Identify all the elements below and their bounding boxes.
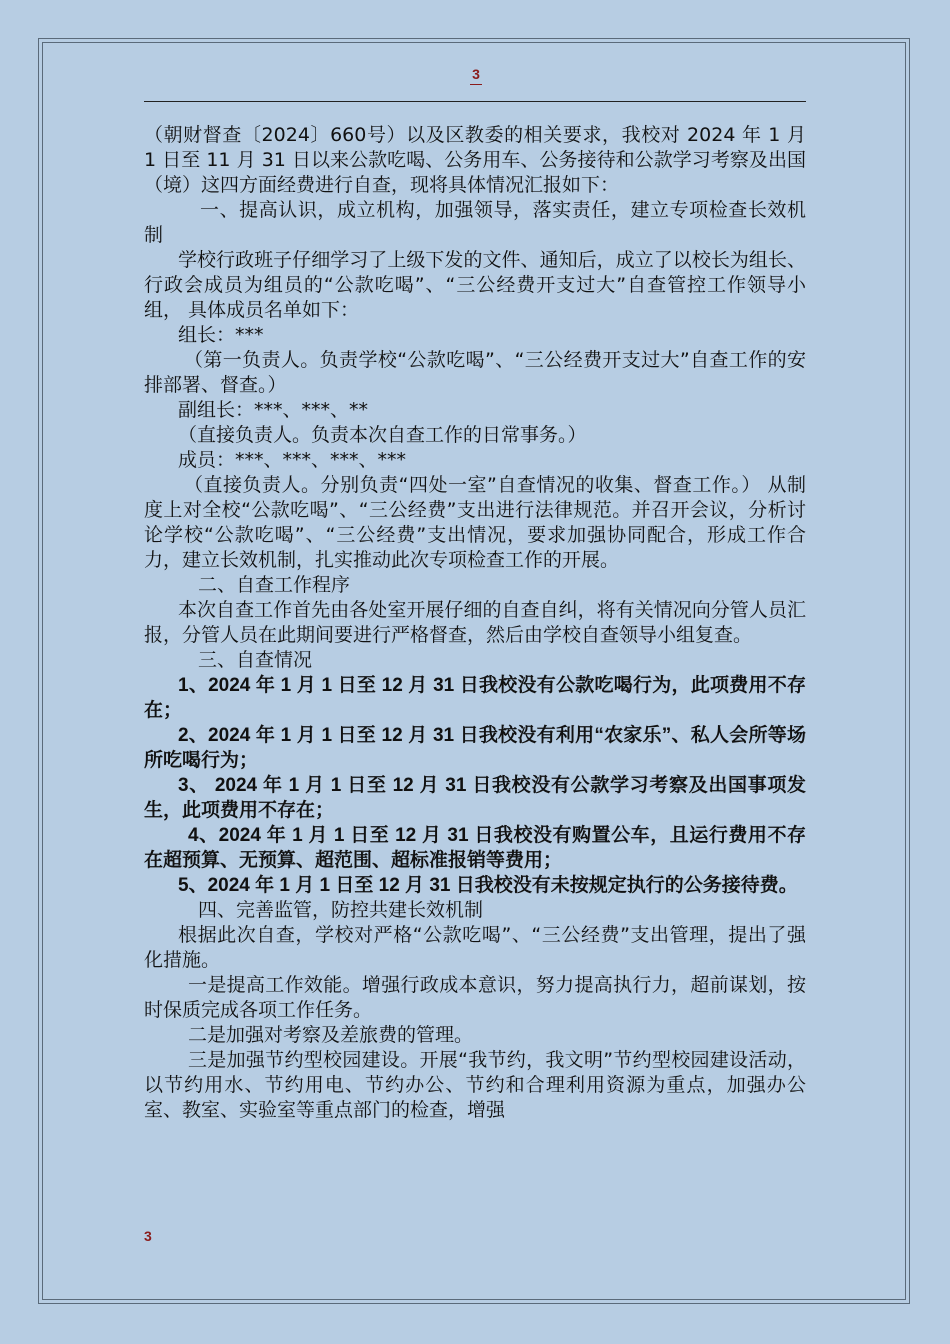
section-heading-3: 三、自查情况 — [198, 649, 313, 671]
measure-item: 二是加强对考察及差旅费的管理。 — [188, 1024, 474, 1046]
header-divider — [144, 101, 806, 102]
footer-page-number: 3 — [144, 1228, 152, 1244]
leader-duty: （第一负责人。负责学校“公款吃喝”、“三公经费开支过大”自查工作的安排部署、督查。） — [144, 349, 806, 396]
section-heading-4: 四、完善监管，防控共建长效机制 — [198, 899, 484, 921]
paragraph: 本次自查工作首先由各处室开展仔细的自查自纠，将有关情况向分管人员汇报，分管人员在此期间要进行严格督查，然后由学校自查领导小组复查。 — [144, 599, 806, 646]
header-page-number: 3 — [470, 64, 482, 85]
intro-paragraph: （朝财督查〔2024〕660号）以及区教委的相关要求，我校对 2024 年 1 月 1 日至 11 月 31 日以来公款吃喝、公务用车、公务接待和公款学习考察及出国（境）这四方面经费进行自查，现将具体情况汇报如下： — [144, 124, 806, 196]
section-heading-2: 二、自查工作程序 — [198, 574, 351, 596]
list-item: 4、2024 年 1 月 1 日至 12 月 31 日我校没有购置公车，且运行费用不存在超预算、无预算、超范围、超标准报销等费用； — [144, 825, 806, 871]
members-duty: （直接负责人。分别负责“四处一室”自查情况的收集、督查工作。） 从制度上对全校“公款吃喝”、“三公经费”支出进行法律规范。并召开会议，分析讨论学校“公款吃喝”、“三公经费”支出情况，要求加强协同配合，形成工作合力，建立长效机制，扎实推动此次专项检查工作的开展。 — [144, 474, 806, 571]
paragraph: 根据此次自查，学校对严格“公款吃喝”、“三公经费”支出管理，提出了强化措施。 — [144, 924, 806, 971]
paragraph: 学校行政班子仔细学习了上级下发的文件、通知后，成立了以校长为组长、行政会成员为组员的“公款吃喝”、“三公经费开支过大”自查管控工作领导小组， 具体成员名单如下： — [144, 249, 806, 321]
deputy-duty: （直接负责人。负责本次自查工作的日常事务。） — [178, 424, 587, 446]
section-heading-1: 一、提高认识，成立机构，加强领导，落实责任，建立专项检查长效机制 — [144, 199, 806, 246]
measure-item: 一是提高工作效能。增强行政成本意识，努力提高执行力，超前谋划，按时保质完成各项工作任务。 — [144, 974, 806, 1021]
list-item: 1、2024 年 1 月 1 日至 12 月 31 日我校没有公款吃喝行为，此项费用不存在； — [144, 675, 806, 721]
members-line: 成员：***、***、***、*** — [178, 449, 407, 471]
list-item: 2、2024 年 1 月 1 日至 12 月 31 日我校没有利用“农家乐”、私人会所等场所吃喝行为； — [144, 725, 806, 771]
list-item: 5、2024 年 1 月 1 日至 12 月 31 日我校没有未按规定执行的公务接待费。 — [178, 875, 798, 896]
deputy-leader-line: 副组长：***、***、** — [178, 399, 369, 421]
list-item: 3、 2024 年 1 月 1 日至 12 月 31 日我校没有公款学习考察及出国事项发生，此项费用不存在； — [144, 775, 806, 821]
leader-line: 组长：*** — [178, 324, 264, 346]
measure-item: 三是加强节约型校园建设。开展“我节约，我文明”节约型校园建设活动，以节约用水、节约用电、节约办公、节约和合理利用资源为重点，加强办公室、教室、实验室等重点部门的检查，增强 — [144, 1049, 806, 1121]
document-body — [144, 123, 806, 1123]
